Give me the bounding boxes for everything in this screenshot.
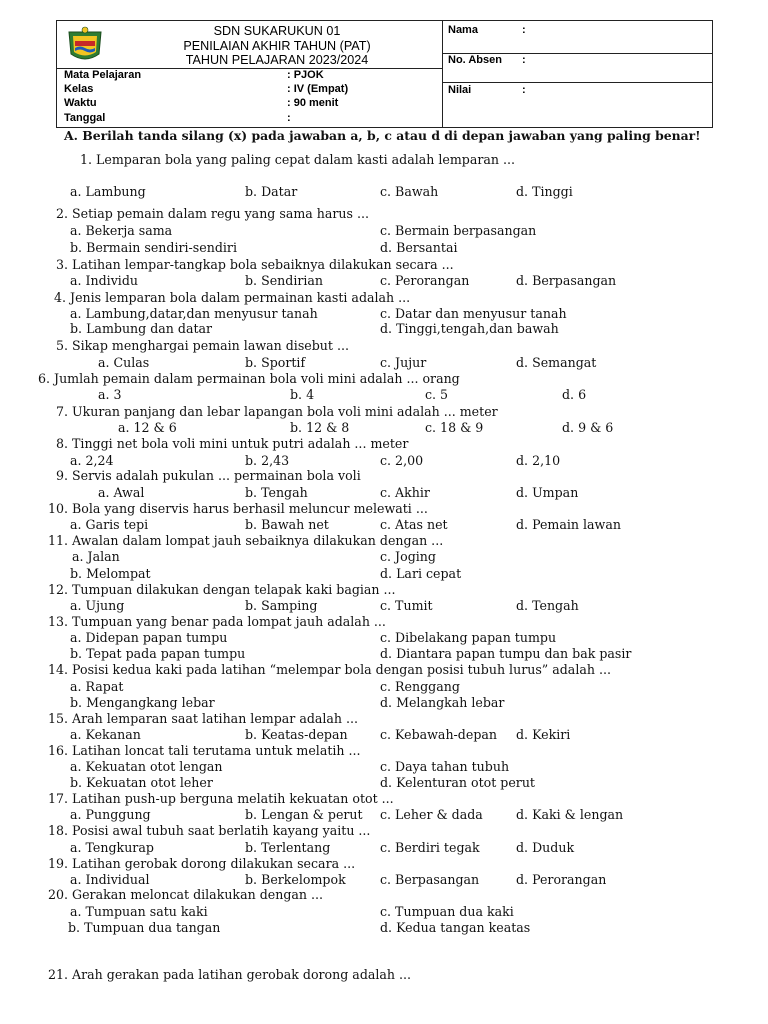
answer-option: b. 12 & 8 [290,420,350,435]
answer-option: d. 6 [562,387,587,402]
answer-option: a. 2,24 [70,453,114,468]
class-value: : IV (Empat) [287,83,349,95]
answer-option: a. Tengkurap [70,840,154,855]
answer-option: d. Umpan [516,485,579,500]
answer-option: c. Renggang [380,679,460,694]
answer-option: c. Jujur [380,355,427,370]
answer-option: a. 3 [98,387,122,402]
academic-year: TAHUN PELAJARAN 2023/2024 [185,53,369,67]
answer-option: a. Garis tepi [70,517,149,532]
answer-option: c. Bermain berpasangan [380,223,537,238]
absen-value: : [522,54,526,66]
answer-option: b. 4 [290,387,315,402]
answer-option: d. Kaki & lengan [516,807,624,822]
answer-option: b. Bawah net [245,517,329,532]
answer-option: a. Didepan papan tumpu [70,630,228,645]
answer-option: b. Tepat pada papan tumpu [70,646,246,661]
answer-option: b. Sportif [245,355,306,370]
school-emblem-icon [65,26,105,64]
answer-option: d. Bersantai [380,240,458,255]
answer-option: d. Semangat [516,355,597,370]
answer-option: a. Ujung [70,598,125,613]
answer-option: d. Duduk [516,840,575,855]
question-text: 5. Sikap menghargai pemain lawan disebut ... [56,338,349,353]
answer-option: d. Berpasangan [516,273,617,288]
answer-option: a. 12 & 6 [118,420,177,435]
question-text: 16. Latihan loncat tali terutama untuk melatih ... [48,743,361,758]
answer-option: c. Dibelakang papan tumpu [380,630,557,645]
answer-option: c. Joging [380,549,436,564]
question-text: 20. Gerakan meloncat dilakukan dengan ... [48,887,324,902]
time-label: Waktu [64,97,97,109]
exam-name: PENILAIAN AKHIR TAHUN (PAT) [183,38,371,53]
answer-option: d. Lari cepat [380,566,462,581]
answer-option: c. 5 [425,387,449,402]
answer-option: d. Melangkah lebar [380,695,505,710]
question-text: 7. Ukuran panjang dan lebar lapangan bola voli mini adalah ... meter [56,404,498,419]
answer-option: c. Bawah [380,184,439,199]
question-text: 11. Awalan dalam lompat jauh sebaiknya dilakukan dengan ... [48,533,444,548]
time-value: : 90 menit [287,97,339,109]
answer-option: b. Keatas-depan [245,727,348,742]
answer-option: a. Individual [70,872,150,887]
answer-option: c. Akhir [380,485,430,500]
absen-label: No. Absen [448,54,502,66]
answer-option: b. Lambung dan datar [70,321,213,336]
answer-option: a. Jalan [72,549,120,564]
class-label: Kelas [64,83,94,95]
question-text: 17. Latihan push-up berguna melatih kekuatan otot ... [48,791,394,806]
answer-option: b. Lengan & perut [245,807,363,822]
answer-option: a. Kekuatan otot lengan [70,759,223,774]
answer-option: d. Kekiri [516,727,571,742]
question-text: 19. Latihan gerobak dorong dilakukan secara ... [48,856,356,871]
question-text: 14. Posisi kedua kaki pada latihan “melempar bola dengan posisi tubuh lurus” adalah ... [48,662,611,677]
answer-option: c. Perorangan [380,273,470,288]
subject-value: : PJOK [287,69,324,81]
header-divider [442,21,443,127]
exam-header [56,20,713,128]
answer-option: d. Tinggi,tengah,dan bawah [380,321,559,336]
question-text: 4. Jenis lemparan bola dalam permainan kasti adalah ... [54,290,411,305]
answer-option: d. 2,10 [516,453,561,468]
school-name: SDN SUKARUKUN 01 [213,24,341,38]
answer-option: b. Datar [245,184,298,199]
answer-option: b. Melompat [70,566,151,581]
answer-option: d. Perorangan [516,872,607,887]
answer-option: c. Leher & dada [380,807,483,822]
date-label: Tanggal [64,112,106,124]
answer-option: a. Lambung [70,184,146,199]
answer-option: c. Berdiri tegak [380,840,480,855]
answer-option: d. Tengah [516,598,579,613]
answer-option: b. Bermain sendiri-sendiri [70,240,237,255]
subject-label: Mata Pelajaran [64,69,142,81]
answer-option: b. Sendirian [245,273,324,288]
answer-option: c. Daya tahan tubuh [380,759,510,774]
name-label: Nama [448,24,478,36]
score-value: : [522,84,526,96]
question-text: 15. Arah lemparan saat latihan lempar adalah ... [48,711,359,726]
score-label: Nilai [448,84,472,96]
answer-option: d. Tinggi [516,184,573,199]
answer-option: d. Kelenturan otot perut [380,775,535,790]
answer-option: c. 2,00 [380,453,424,468]
question-text: 1. Lemparan bola yang paling cepat dalam kasti adalah lemparan ... [80,152,516,167]
answer-option: d. Diantara papan tumpu dan bak pasir [380,646,632,661]
instruction-text: A. Berilah tanda silang (x) pada jawaban a, b, c atau d di depan jawaban yang paling benar! [64,128,701,143]
school-title-block [117,24,437,68]
answer-option: b. Terlentang [245,840,331,855]
answer-option: a. Bekerja sama [70,223,173,238]
answer-option: c. 18 & 9 [425,420,484,435]
answer-option: b. Berkelompok [245,872,346,887]
answer-option: c. Kebawah-depan [380,727,498,742]
answer-option: b. Samping [245,598,318,613]
answer-option: a. Awal [98,485,145,500]
question-text: 3. Latihan lempar-tangkap bola sebaiknya dilakukan secara ... [56,257,454,272]
question-text: 6. Jumlah pemain dalam permainan bola voli mini adalah ... orang [38,371,460,386]
answer-option: d. Pemain lawan [516,517,621,532]
answer-option: b. Tumpuan dua tangan [68,920,221,935]
answer-option: a. Individu [70,273,139,288]
question-text: 9. Servis adalah pukulan ... permainan bola voli [56,468,361,483]
answer-option: a. Kekanan [70,727,141,742]
answer-option: d. Kedua tangan keatas [380,920,531,935]
answer-option: a. Punggung [70,807,151,822]
answer-option: a. Rapat [70,679,124,694]
answer-option: b. Kekuatan otot leher [70,775,213,790]
question-text: 18. Posisi awal tubuh saat berlatih kayang yaitu ... [48,823,371,838]
answer-option: c. Atas net [380,517,448,532]
name-value: : [522,24,526,36]
answer-option: d. 9 & 6 [562,420,614,435]
question-text: 8. Tinggi net bola voli mini untuk putri adalah ... meter [56,436,409,451]
date-value: : [287,112,291,124]
answer-option: b. Tengah [245,485,308,500]
header-divider [442,82,712,83]
answer-option: c. Datar dan menyusur tanah [380,306,567,321]
answer-option: a. Lambung,datar,dan menyusur tanah [70,306,318,321]
answer-option: c. Tumit [380,598,433,613]
question-text: 13. Tumpuan yang benar pada lompat jauh adalah ... [48,614,386,629]
answer-option: c. Berpasangan [380,872,480,887]
question-text: 2. Setiap pemain dalam regu yang sama harus ... [56,206,370,221]
question-text: 12. Tumpuan dilakukan dengan telapak kaki bagian ... [48,582,396,597]
question-text: 10. Bola yang diservis harus berhasil meluncur melewati ... [48,501,428,516]
answer-option: a. Culas [98,355,150,370]
answer-option: b. 2,43 [245,453,290,468]
answer-option: b. Mengangkang lebar [70,695,215,710]
answer-option: a. Tumpuan satu kaki [70,904,208,919]
answer-option: c. Tumpuan dua kaki [380,904,514,919]
question-text: 21. Arah gerakan pada latihan gerobak dorong adalah ... [48,967,412,982]
